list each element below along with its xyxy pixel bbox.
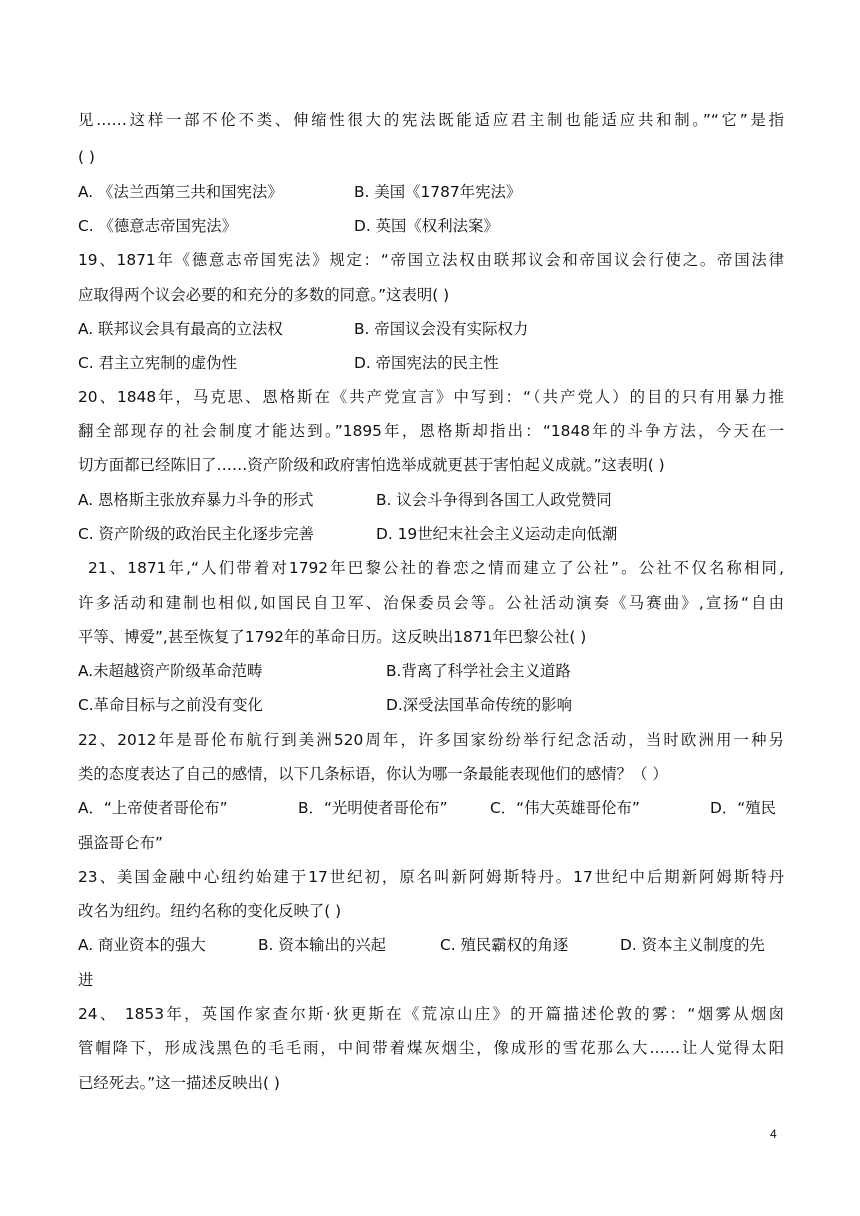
q24-stem-line-2: 管帽降下，形成浅黑色的毛毛雨，中间带着煤灰烟尘，像成形的雪花那么大……让人觉得太阳 xyxy=(78,1039,784,1057)
q18-blank: ( ) xyxy=(78,148,95,166)
q18-option-a: A. 《法兰西第三共和国宪法》 xyxy=(78,183,283,201)
q20-option-b: B. 议会斗争得到各国工人政党赞同 xyxy=(376,491,612,509)
q20-stem-line-1: 20、1848年，马克思、恩格斯在《共产党宣言》中写到：“（共产党人）的目的只有用暴力推 xyxy=(78,388,784,406)
q24-stem-line-3: 已经死去。”这一描述反映出( ) xyxy=(78,1074,280,1092)
q22-stem-line-2: 类的态度表达了自己的感情，以下几条标语，你认为哪一条最能表现他们的感情？（ ） xyxy=(78,765,668,783)
q23-stem-line-2: 改名为纽约。纽约名称的变化反映了( ) xyxy=(78,902,342,920)
q20-stem-line-2: 翻全部现存的社会制度才能达到。”1895年，恩格斯却指出：“1848年的斗争方法，今天在一 xyxy=(78,422,784,440)
q21-option-d: D.深受法国革命传统的影响 xyxy=(386,696,573,714)
q23-option-a: A. 商业资本的强大 xyxy=(78,936,206,954)
q23-stem-line-1: 23、美国金融中心纽约始建于17世纪初，原名叫新阿姆斯特丹。17世纪中后期新阿姆斯特丹 xyxy=(78,868,784,886)
q23-option-c: C. 殖民霸权的角逐 xyxy=(440,936,569,954)
q21-option-a: A.未超越资产阶级革命范畴 xyxy=(78,662,263,680)
q22-option-d: D．“殖民 xyxy=(710,799,776,817)
q18-option-c: C. 《德意志帝国宪法》 xyxy=(78,217,238,235)
q19-option-a: A. 联邦议会具有最高的立法权 xyxy=(78,320,283,338)
q22-option-c: C．“伟大英雄哥伦布” xyxy=(490,799,640,817)
q19-option-d: D. 帝国宪法的民主性 xyxy=(354,354,499,372)
q20-option-a: A. 恩格斯主张放弃暴力斗争的形式 xyxy=(78,491,314,509)
q22-option-b: B．“光明使者哥伦布” xyxy=(298,799,448,817)
q19-stem-line-1: 19、1871年《德意志帝国宪法》规定：“帝国立法权由联邦议会和帝国议会行使之。帝国法律 xyxy=(78,251,784,269)
q19-stem-line-2: 应取得两个议会必要的和充分的多数的同意。”这表明( ) xyxy=(78,286,450,304)
q21-option-c: C.革命目标与之前没有变化 xyxy=(78,696,263,714)
q19-option-c: C. 君主立宪制的虚伪性 xyxy=(78,354,238,372)
q22-option-d-cont: 强盗哥仑布” xyxy=(78,834,163,852)
q23-option-d-cont: 进 xyxy=(78,971,94,989)
q18-option-d: D. 英国《权利法案》 xyxy=(354,217,499,235)
q18-option-b: B. 美国《1787年宪法》 xyxy=(354,183,522,201)
q19-option-b: B. 帝国议会没有实际权力 xyxy=(354,320,529,338)
q22-option-a: A．“上帝使者哥伦布” xyxy=(78,799,228,817)
q20-option-d: D. 19世纪末社会主义运动走向低潮 xyxy=(376,525,618,543)
q23-option-b: B. 资本输出的兴起 xyxy=(258,936,387,954)
q22-stem-line-1: 22、2012年是哥伦布航行到美洲520周年，许多国家纷纷举行纪念活动，当时欧洲用一种另 xyxy=(78,731,784,749)
q21-option-b: B.背离了科学社会主义道路 xyxy=(386,662,571,680)
q21-stem-line-1: 21、1871年,“人们带着对1792年巴黎公社的眷恋之情而建立了公社”。公社不仅名称相同, xyxy=(88,559,784,577)
q24-stem-line-1: 24、 1853年，英国作家查尔斯·狄更斯在《荒凉山庄》的开篇描述伦敦的雾：“烟雾从烟囱 xyxy=(78,1005,784,1023)
q23-option-d: D. 资本主义制度的先 xyxy=(620,936,765,954)
q21-stem-line-3: 平等、博爱”,甚至恢复了1792年的革命日历。这反映出1871年巴黎公社( ) xyxy=(78,628,587,646)
q20-option-c: C. 资产阶级的政治民主化逐步完善 xyxy=(78,525,314,543)
q18-stem-line: 见……这样一部不伦不类、伸缩性很大的宪法既能适应君主制也能适应共和制。”“它”是指 xyxy=(78,111,784,129)
q20-stem-line-3: 切方面都已经陈旧了……资产阶级和政府害怕选举成就更甚于害怕起义成就。”这表明( ) xyxy=(78,456,665,474)
page-number: 4 xyxy=(770,1127,777,1141)
q21-stem-line-2: 许多活动和建制也相似,如国民自卫军、治保委员会等。公社活动演奏《马赛曲》,宣扬“自由 xyxy=(78,594,784,612)
